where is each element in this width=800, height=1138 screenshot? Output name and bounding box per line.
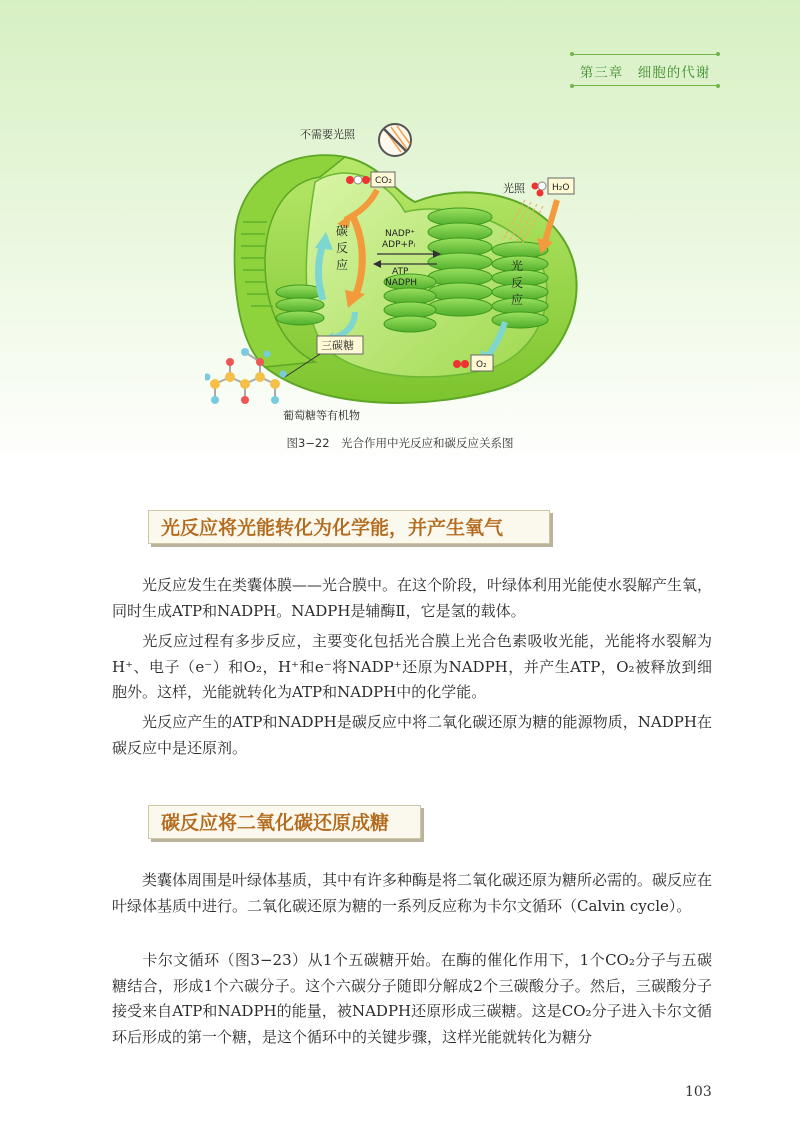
section-heading-dark-reaction: 碳反应将二氧化碳还原成糖	[148, 805, 421, 839]
chapter-header	[572, 54, 718, 86]
svg-text:CO₂: CO₂	[375, 176, 392, 186]
svg-text:碳: 碳	[336, 224, 349, 238]
chapter-title: 第三章 细胞的代谢	[579, 65, 711, 81]
paragraph: 光反应产生的ATP和NADPH是碳反应中将二氧化碳还原为糖的能源物质，NADPH在碳反应中是还原剂。	[112, 713, 712, 757]
svg-text:O₂: O₂	[476, 360, 487, 370]
svg-text:光: 光	[511, 259, 524, 273]
svg-text:H₂O: H₂O	[552, 183, 570, 193]
svg-text:反: 反	[336, 241, 349, 255]
svg-text:NADP⁺: NADP⁺	[385, 229, 415, 239]
svg-text:应: 应	[511, 293, 524, 307]
svg-text:应: 应	[336, 258, 349, 272]
paragraph: 类囊体周围是叶绿体基质，其中有许多种酶是将二氧化碳还原为糖所必需的。碳反应在叶绿体基质中进行。二氧化碳还原为糖的一系列反应称为卡尔文循环（Calvin cycle）。	[112, 871, 713, 915]
figure-caption: 图3−22 光合作用中光反应和碳反应关系图	[286, 436, 514, 450]
chloroplast-diagram	[205, 122, 625, 427]
paragraph: 卡尔文循环（图3−23）从1个五碳糖开始。在酶的催化作用下，1个CO₂分子与五碳糖结合，形成1个六碳分子。这个六碳分子随即分解成2个三碳酸分子。然后，三碳酸分子接受来自ATP和NADPH的能量，被NADPH还原形成三碳糖。这是CO₂分子进入卡尔文循环后形成的第一个糖，是这个循环中的关键步骤，这样光能就转化为糖分	[112, 951, 712, 1046]
svg-text:ATP: ATP	[392, 267, 409, 277]
label-light: 光照	[503, 182, 525, 195]
label-glucose: 葡萄糖等有机物	[283, 409, 360, 422]
svg-text:三碳糖: 三碳糖	[321, 339, 354, 352]
svg-text:ADP+Pᵢ: ADP+Pᵢ	[382, 240, 416, 250]
h2o-molecule-icon	[532, 182, 547, 197]
svg-text:反: 反	[511, 276, 524, 290]
paragraph: 光反应发生在类囊体膜——光合膜中。在这个阶段，叶绿体利用光能使水裂解产生氧，同时生成ATP和NADPH。NADPH是辅酶Ⅱ，它是氢的载体。	[112, 576, 713, 620]
page-number: 103	[685, 1084, 712, 1100]
label-dark-reaction	[336, 223, 348, 272]
section-heading-light-reaction: 光反应将光能转化为化学能，并产生氧气	[148, 510, 550, 544]
co2-molecule-icon	[346, 176, 370, 184]
label-no-light: 不需要光照	[300, 128, 355, 141]
label-light-reaction	[511, 258, 523, 307]
no-light-icon	[379, 124, 411, 156]
grana-stack-4	[276, 285, 324, 325]
paragraph: 光反应过程有多步反应，主要变化包括光合膜上光合色素吸收光能，光能将水裂解为H⁺、电子（e⁻）和O₂，H⁺和e⁻将NADP⁺还原为NADPH，并产生ATP，O₂被释放到细胞外。这样，光能就转化为ATP和NADPH中的化学能。	[112, 632, 712, 701]
svg-text:NADPH: NADPH	[385, 278, 418, 288]
